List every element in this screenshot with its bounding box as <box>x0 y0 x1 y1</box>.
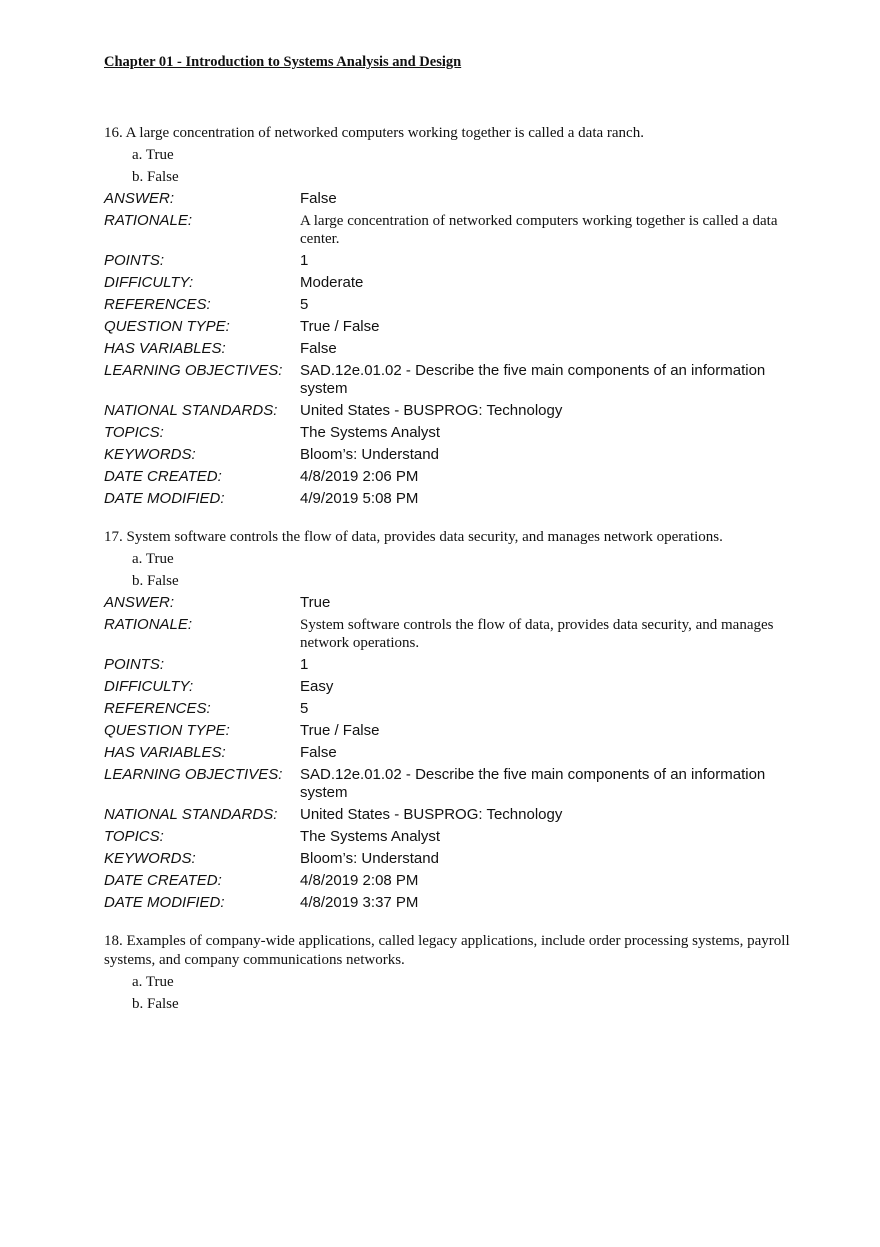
question-type-label: QUESTION TYPE: <box>104 722 230 739</box>
option-true: a. True <box>132 147 174 163</box>
topics-row <box>104 420 794 442</box>
has-variables-label: HAS VARIABLES: <box>104 744 226 761</box>
answer-label: ANSWER: <box>104 190 175 207</box>
question-16 <box>104 124 794 508</box>
date-created-value: 4/8/2019 2:08 PM <box>300 872 419 889</box>
question-stem: 17. System software controls the flow of data, provides data security, and manages network operations. <box>104 529 723 545</box>
learning-objectives-label: LEARNING OBJECTIVES: <box>104 362 283 379</box>
answer-row <box>104 187 794 208</box>
references-row <box>104 292 794 314</box>
question-17 <box>104 528 794 912</box>
difficulty-label: DIFFICULTY: <box>104 274 194 291</box>
rationale-label: RATIONALE: <box>104 212 193 229</box>
national-standards-value: United States - BUSPROG: Technology <box>300 402 563 419</box>
national-standards-row <box>104 398 794 420</box>
has-variables-value: False <box>300 744 337 761</box>
date-created-row <box>104 868 794 890</box>
date-modified-label: DATE MODIFIED: <box>104 490 225 507</box>
date-modified-label: DATE MODIFIED: <box>104 894 225 911</box>
date-created-row <box>104 464 794 486</box>
question-stem: 18. Examples of company-wide applications, called legacy applications, include order processing systems, payroll systems, and company communications networks. <box>104 933 790 968</box>
rationale-label: RATIONALE: <box>104 616 193 633</box>
learning-objectives-row <box>104 358 794 398</box>
national-standards-value: United States - BUSPROG: Technology <box>300 806 563 823</box>
points-row <box>104 248 794 270</box>
references-label: REFERENCES: <box>104 700 211 717</box>
answer-row <box>104 591 794 612</box>
points-label: POINTS: <box>104 252 165 269</box>
option-true: a. True <box>132 551 174 567</box>
references-value: 5 <box>300 700 309 717</box>
date-modified-row <box>104 890 794 912</box>
topics-row <box>104 824 794 846</box>
learning-objectives-row <box>104 762 794 802</box>
question-metadata <box>104 591 794 912</box>
question-18 <box>104 932 794 1014</box>
difficulty-row <box>104 270 794 292</box>
date-created-label: DATE CREATED: <box>104 872 222 889</box>
points-label: POINTS: <box>104 656 165 673</box>
answer-options <box>104 973 794 1014</box>
date-modified-value: 4/8/2019 3:37 PM <box>300 894 419 911</box>
references-label: REFERENCES: <box>104 296 211 313</box>
difficulty-value: Moderate <box>300 274 364 291</box>
national-standards-row <box>104 802 794 824</box>
national-standards-label: NATIONAL STANDARDS: <box>104 402 278 419</box>
question-metadata <box>104 187 794 508</box>
has-variables-value: False <box>300 340 337 357</box>
answer-label: ANSWER: <box>104 594 175 611</box>
question-type-value: True / False <box>300 722 380 739</box>
has-variables-row <box>104 336 794 358</box>
topics-value: The Systems Analyst <box>300 424 441 441</box>
answer-options <box>104 146 794 187</box>
topics-label: TOPICS: <box>104 828 164 845</box>
rationale-value: A large concentration of networked computers working together is called a data center. <box>300 213 778 247</box>
question-type-value: True / False <box>300 318 380 335</box>
answer-value: False <box>300 190 337 207</box>
has-variables-label: HAS VARIABLES: <box>104 340 226 357</box>
option-false: b. False <box>132 573 179 589</box>
difficulty-row <box>104 674 794 696</box>
answer-options <box>104 550 794 591</box>
keywords-label: KEYWORDS: <box>104 446 196 463</box>
learning-objectives-label: LEARNING OBJECTIVES: <box>104 766 283 783</box>
keywords-value: Bloom’s: Understand <box>300 446 439 463</box>
topics-value: The Systems Analyst <box>300 828 441 845</box>
answer-value: True <box>300 594 331 611</box>
document-page <box>104 52 794 1014</box>
question-type-label: QUESTION TYPE: <box>104 318 230 335</box>
chapter-title: Chapter 01 - Introduction to Systems Analysis and Design <box>104 54 462 70</box>
date-modified-row <box>104 486 794 508</box>
keywords-value: Bloom’s: Understand <box>300 850 439 867</box>
option-true: a. True <box>132 974 174 990</box>
difficulty-label: DIFFICULTY: <box>104 678 194 695</box>
option-false: b. False <box>132 169 179 185</box>
difficulty-value: Easy <box>300 678 334 695</box>
rationale-row <box>104 208 794 248</box>
question-type-row <box>104 718 794 740</box>
rationale-row <box>104 612 794 652</box>
points-value: 1 <box>300 656 309 673</box>
learning-objectives-value: SAD.12e.01.02 - Describe the five main components of an information system <box>300 766 766 801</box>
points-row <box>104 652 794 674</box>
learning-objectives-value: SAD.12e.01.02 - Describe the five main components of an information system <box>300 362 766 397</box>
references-value: 5 <box>300 296 309 313</box>
topics-label: TOPICS: <box>104 424 164 441</box>
keywords-label: KEYWORDS: <box>104 850 196 867</box>
points-value: 1 <box>300 252 309 269</box>
keywords-row <box>104 442 794 464</box>
national-standards-label: NATIONAL STANDARDS: <box>104 806 278 823</box>
question-type-row <box>104 314 794 336</box>
references-row <box>104 696 794 718</box>
date-created-label: DATE CREATED: <box>104 468 222 485</box>
date-created-value: 4/8/2019 2:06 PM <box>300 468 419 485</box>
question-stem: 16. A large concentration of networked computers working together is called a data ranch. <box>104 125 644 141</box>
rationale-value: System software controls the flow of data, provides data security, and manages network operations. <box>300 617 774 651</box>
keywords-row <box>104 846 794 868</box>
option-false: b. False <box>132 996 179 1012</box>
date-modified-value: 4/9/2019 5:08 PM <box>300 490 419 507</box>
has-variables-row <box>104 740 794 762</box>
